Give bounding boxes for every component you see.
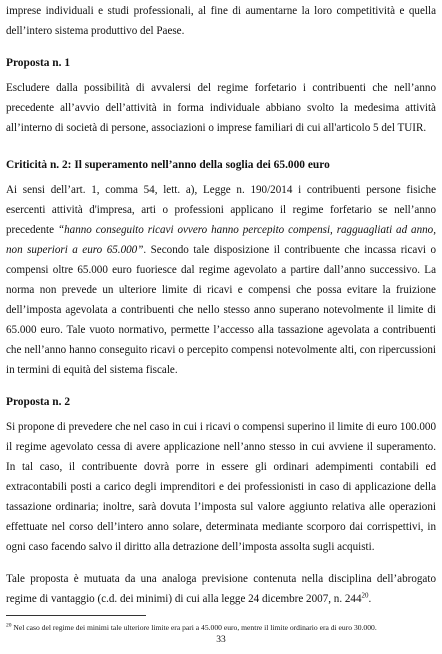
page-number: 33 xyxy=(216,635,226,645)
footnote-text: Nel caso del regime dei minimi tale ulteriore limite era pari a 45.000 euro, mentre il limite ordinario era di euro 30.000. xyxy=(11,623,377,632)
footnote-number: 20 xyxy=(6,622,12,629)
proposta-2-paragraph: Si propone di prevedere che nel caso in cui i ricavi o compensi superino il limite di euro 100.000 il regime agevolato cessa di avere applicazione nell’anno stesso in cui avviene il superamento. In tal caso, il contribuente dovrà porre in essere gli ordinari adempimenti contabili ed extracontabili posti a carico degli imprenditori e dei professionisti in caso di applicazione della tassazione ordinaria; inoltre, sarà dovuta l’imposta sul valore aggiunto relativa alle operazioni effettuate nel corso dell’intero anno solare, determinata mediante scorporo dai corrispettivi, in ogni caso facendo salvo il diritto alla detrazione dell’imposta assolta sugli acquisti. xyxy=(6,421,436,553)
closing-paragraph xyxy=(6,569,436,609)
page-body xyxy=(6,1,436,609)
proposta-1-paragraph: Escludere dalla possibilità di avvalersi del regime forfetario i contribuenti che nell’anno precedente all’avvio dell’attività in forma individuale abbiano svolto la medesima attività all’interno di società di persone, associazioni o imprese familiari di cui all'articolo 5 del TUIR. xyxy=(6,82,436,134)
heading-criticita-2: Criticità n. 2: Il superamento nell’anno della soglia dei 65.000 euro xyxy=(6,159,330,171)
intro-paragraph: imprese individuali e studi professionali, al fine di aumentarne la loro competitività e quella dell’intero sistema produttivo del Paese. xyxy=(6,5,436,37)
closing-text: Tale proposta è mutuata da una analoga previsione contenuta nella disciplina dell’abrogato regime di vantaggio (c.d. dei minimi) di cui alla legge 24 dicembre 2007, n. 244 xyxy=(6,573,436,605)
criticita-2-text-a: Ai sensi dell’art. 1, comma 54, lett. a), Legge n. 190/2014 i contribuenti persone fisiche esercenti attività d'impresa, arti o professioni applicano il regime forfetario se nell’anno precedente xyxy=(6,184,436,236)
heading-proposta-1: Proposta n. 1 xyxy=(6,57,71,69)
criticita-2-text-b: . Secondo tale disposizione il contribuente che incassa ricavi o compensi oltre 65.000 euro fuoriesce dal regime agevolato a partire dall’anno successivo. La norma non prevede un ulteriore limite di ricavi e compensi che possa evitare la fruizione dell’imposta agevolata a contribuenti che nello stesso anno superano notevolmente il limite di 65.000 euro. Tale vuoto normativo, permette l’accesso alla tassazione agevolata a contribuenti che nell’anno hanno conseguito ricavi o percepito compensi notevolmente alti, con ripercussioni in termini di equità del sistema fiscale. xyxy=(6,244,436,376)
footnote-separator xyxy=(6,615,146,616)
law-quote: “hanno conseguito ricavi ovvero hanno percepito compensi, ragguagliati ad anno, non superiori a euro 65.000” xyxy=(6,224,437,256)
footnote-reference[interactable]: 20 xyxy=(361,591,369,600)
closing-period: . xyxy=(368,593,372,605)
footnote xyxy=(6,623,436,633)
heading-proposta-2: Proposta n. 2 xyxy=(6,396,71,408)
criticita-2-paragraph xyxy=(6,180,436,380)
